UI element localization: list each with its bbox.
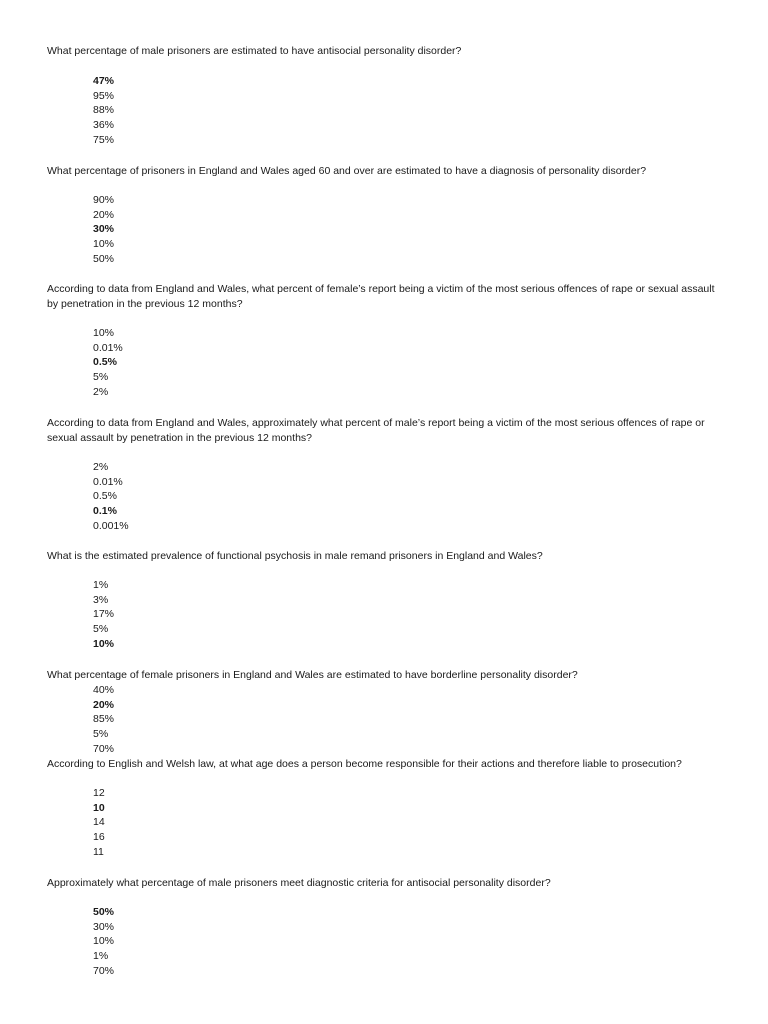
option: 2% — [93, 385, 109, 398]
option: 0.01% — [93, 475, 123, 488]
question-text: According to data from England and Wales, approximately what percent of male’s report being a victim of the most serious offences of rape or sexual assault by penetration in the previous 12 months? — [47, 417, 705, 444]
option: 75% — [93, 133, 115, 146]
option: 5% — [93, 623, 109, 636]
option: 16 — [93, 831, 105, 844]
option-list — [93, 74, 114, 147]
option: 10% — [93, 327, 115, 339]
option-list — [93, 683, 114, 756]
option: 30% — [93, 223, 115, 236]
option: 12 — [93, 787, 105, 799]
option: 10% — [93, 935, 115, 948]
option: 2% — [93, 461, 109, 473]
option: 3% — [93, 593, 109, 606]
option: 88% — [93, 104, 115, 117]
option-list — [93, 578, 114, 651]
option: 0.5% — [93, 490, 117, 503]
question-text: According to English and Welsh law, at what age does a person become responsible for their actions and therefore liable to prosecution? — [47, 758, 682, 770]
option: 1% — [93, 950, 109, 963]
question-text: What percentage of prisoners in England and Wales aged 60 and over are estimated to have a diagnosis of personality disorder? — [47, 165, 647, 177]
option: 95% — [93, 89, 115, 102]
option: 70% — [93, 742, 115, 755]
option: 47% — [93, 75, 115, 87]
option: 36% — [93, 119, 115, 132]
option: 10% — [93, 238, 115, 251]
option: 30% — [93, 920, 115, 933]
option: 11 — [93, 845, 104, 858]
option-list — [93, 905, 114, 978]
option: 17% — [93, 608, 115, 621]
option: 50% — [93, 252, 115, 265]
option: 10% — [93, 637, 115, 650]
option: 0.01% — [93, 341, 123, 354]
option: 10 — [93, 801, 105, 814]
question-text: According to data from England and Wales, what percent of female’s report being a victim of the most serious offences of rape or sexual assault by penetration in the previous 12 months? — [47, 283, 715, 310]
option: 5% — [93, 371, 109, 384]
option: 20% — [93, 208, 115, 221]
option: 5% — [93, 728, 109, 741]
option: 40% — [93, 684, 115, 696]
option: 70% — [93, 964, 115, 977]
option-list — [93, 326, 123, 399]
option: 50% — [93, 906, 115, 918]
option: 0.1% — [93, 505, 117, 518]
option-list — [93, 460, 129, 533]
option: 90% — [93, 194, 115, 206]
option: 0.001% — [93, 519, 129, 532]
question-text: What percentage of male prisoners are estimated to have antisocial personality disorder? — [47, 45, 462, 57]
option-list — [93, 193, 114, 266]
option-list — [93, 786, 105, 859]
question-text: What is the estimated prevalence of functional psychosis in male remand prisoners in England and Wales? — [47, 550, 543, 562]
option: 14 — [93, 816, 105, 829]
option: 20% — [93, 698, 115, 711]
option: 0.5% — [93, 356, 117, 369]
question-text: Approximately what percentage of male prisoners meet diagnostic criteria for antisocial personality disorder? — [47, 877, 551, 889]
question-text: What percentage of female prisoners in England and Wales are estimated to have borderline personality disorder? — [47, 669, 578, 681]
option: 85% — [93, 713, 115, 726]
option: 1% — [93, 579, 109, 591]
